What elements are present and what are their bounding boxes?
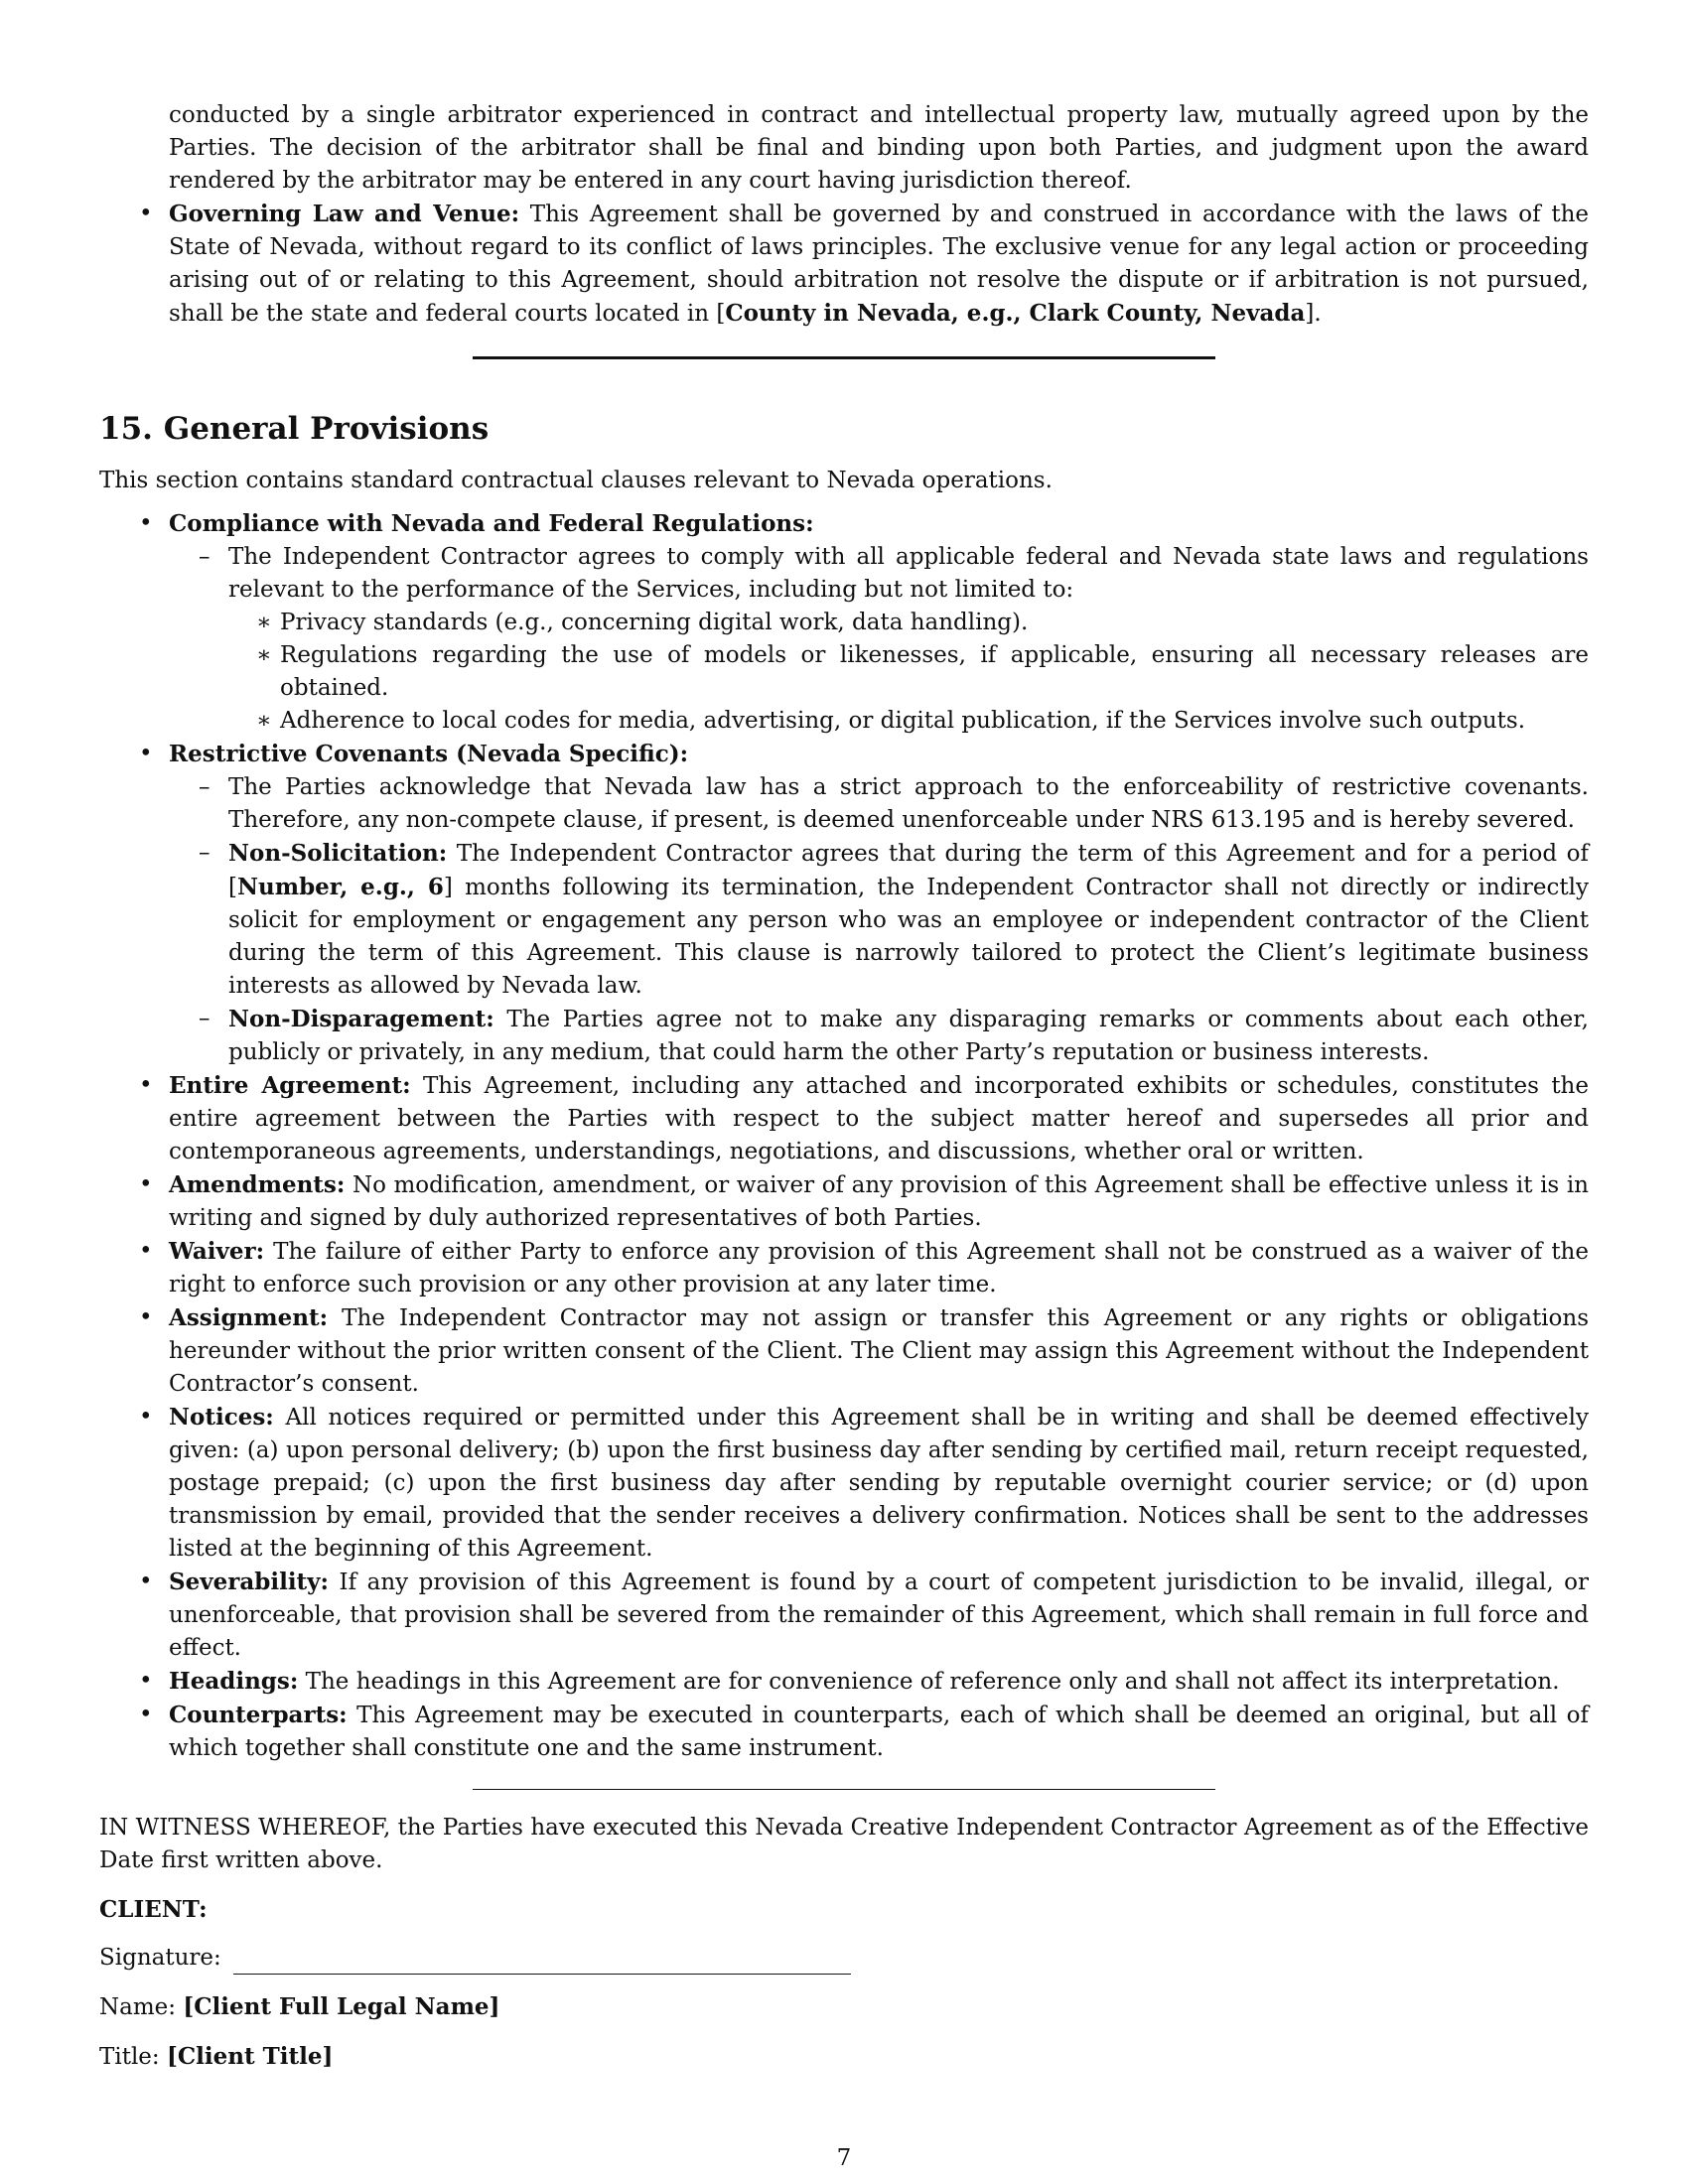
clause-counterparts: [99, 1699, 1589, 1765]
clause-text: No modification, amendment, or waiver of any provision of this Agreement shall be effective unless it is in writing and signed by duly authorized representatives of both Parties.: [169, 1172, 1589, 1231]
regulation-item: ∗ Adherence to local codes for media, advertising, or digital publication, if the Services involve such outputs.: [228, 705, 1589, 738]
clause-headings: [99, 1665, 1589, 1699]
clause-title: Waiver:: [169, 1238, 265, 1265]
restrictive-intro: – The Parties acknowledge that Nevada law has a strict approach to the enforceability of restrictive covenants. Therefore, any non-compete clause, if present, is deemed unenforceable under NRS 613.195 and is hereby severed.: [169, 771, 1589, 837]
signature-divider: [473, 1789, 1215, 1790]
client-title-placeholder: [Client Title]: [166, 2043, 334, 2070]
clause-text: The Independent Contractor may not assign or transfer this Agreement or any rights or obligations hereunder without the prior written consent of the Client. The Client may assign this Agreement without the Independent Contractor’s consent.: [169, 1305, 1589, 1397]
clause-amendments: [99, 1168, 1589, 1235]
governing-law-end: ].: [1305, 301, 1322, 327]
clause-text: If any provision of this Agreement is found by a court of competent jurisdiction to be invalid, illegal, or unenforceable, that provision shall be severed from the remainder of this Agreement, which shall remain in full force and effect.: [169, 1570, 1589, 1661]
arbitration-continuation: conducted by a single arbitrator experienced in contract and intellectual property law, mutually agreed upon by the Parties. The decision of the arbitrator shall be final and binding upon both Parties, and judgment upon the award rendered by the arbitrator may be entered in any court having jurisdiction thereof.: [169, 102, 1589, 194]
clause-title: Entire Agreement:: [169, 1072, 411, 1099]
witness-statement: IN WITNESS WHEREOF, the Parties have executed this Nevada Creative Independent Contractor Agreement as of the Effective Date first written above.: [99, 1815, 1589, 1873]
title-row: [99, 2040, 1589, 2074]
client-label: CLIENT:: [99, 1896, 208, 1923]
governing-law-text: This Agreement shall be governed by and construed in accordance with the laws of the State of Nevada, without regard to its conflict of laws principles. The exclusive venue for any legal action or proceeding arising out of or relating to this Agreement, should arbitration not resolve the dispute or if arbitration is not pursued, shall be the state and federal courts located in [: [169, 202, 1589, 327]
compliance-title: Compliance with Nevada and Federal Regulations:: [169, 510, 814, 537]
section-heading: 15. General Provisions: [99, 411, 490, 447]
page-number: 7: [836, 2145, 852, 2171]
clause-text: This Agreement may be executed in counterparts, each of which shall be deemed an original, but all of which together shall constitute one and the same instrument.: [169, 1703, 1589, 1761]
document-page: [99, 99, 1589, 2074]
clause-title: Amendments:: [169, 1171, 346, 1198]
clause-text: The failure of either Party to enforce any provision of this Agreement shall not be construed as a waiver of the right to enforce such provision or any other provision at any later time.: [169, 1239, 1589, 1297]
clause-waiver: [99, 1235, 1589, 1301]
client-name-placeholder: [Client Full Legal Name]: [183, 1993, 500, 2020]
months-placeholder: Number, e.g., 6: [236, 874, 444, 900]
compliance-regulations: [228, 607, 1589, 738]
title-label: Title:: [99, 2044, 160, 2070]
compliance-text: The Independent Contractor agrees to comply with all applicable federal and Nevada state laws and regulations relevant to the performance of the Services, including but not limited to:: [228, 544, 1589, 603]
clause-title: Counterparts:: [169, 1702, 348, 1728]
section-divider: [473, 356, 1215, 359]
clause-entire-agreement: [99, 1069, 1589, 1168]
clause-text: All notices required or permitted under this Agreement shall be in writing and shall be deemed effectively given: (a) upon personal delivery; (b) upon the first business day after sending by certified mail, return receipt requested, postage prepaid; (c) upon the first business day after sending by reputable overnight courier service; or (d) upon transmission by email, provided that the sender receives a delivery confirmation. Notices shall be sent to the addresses listed at the beginning of this Agreement.: [169, 1405, 1589, 1562]
clause-notices: [99, 1401, 1589, 1566]
non-disparagement-title: Non-Disparagement:: [228, 1006, 494, 1032]
governing-law-item: [99, 198, 1589, 331]
name-row: [99, 1990, 1589, 2024]
clause-title: Assignment:: [169, 1304, 329, 1331]
non-disparagement-text: The Parties agree not to make any disparaging remarks or comments about each other, publicly or privately, in any medium, that could harm the other Party’s reputation or business interests.: [228, 1007, 1589, 1065]
signature-label: Signature:: [99, 1945, 221, 1971]
restrictive-item: [99, 738, 1589, 1069]
governing-list: [99, 198, 1589, 331]
non-disparagement-item: [169, 1003, 1589, 1069]
restrictive-sublist: [169, 771, 1589, 1069]
clause-assignment: [99, 1301, 1589, 1401]
restrictive-title: Restrictive Covenants (Nevada Specific):: [169, 741, 689, 767]
clause-text: The headings in this Agreement are for convenience of reference only and shall not affect its interpretation.: [298, 1669, 1560, 1695]
compliance-sublist: [169, 541, 1589, 738]
non-solicitation-item: [169, 837, 1589, 1003]
regulation-item: ∗ Regulations regarding the use of models or likenesses, if applicable, ensuring all necessary releases are obtained.: [228, 639, 1589, 705]
regulation-item: ∗ Privacy standards (e.g., concerning digital work, data handling).: [228, 607, 1589, 639]
provisions-list: [99, 507, 1589, 1765]
non-solicitation-text-a: The Independent Contractor agrees that during the term of this Agreement and for a period of [: [228, 841, 1589, 900]
signature-line[interactable]: [233, 1948, 851, 1975]
venue-placeholder: County in Nevada, e.g., Clark County, Nevada: [725, 300, 1306, 327]
clause-title: Notices:: [169, 1404, 274, 1431]
clause-title: Severability:: [169, 1569, 330, 1595]
compliance-text-item: [169, 541, 1589, 738]
compliance-item: [99, 507, 1589, 738]
clause-title: Headings:: [169, 1668, 299, 1695]
signature-row: [99, 1942, 1589, 1975]
section-intro: This section contains standard contractual clauses relevant to Nevada operations.: [99, 468, 1053, 493]
clause-severability: [99, 1566, 1589, 1665]
governing-law-title: Governing Law and Venue:: [169, 201, 520, 227]
clause-text: This Agreement, including any attached and incorporated exhibits or schedules, constitutes the entire agreement between the Parties with respect to the subject matter hereof and supersedes all prior and contemporaneous agreements, understandings, negotiations, and discussions, whether oral or written.: [169, 1073, 1589, 1164]
non-solicitation-text-b: ] months following its termination, the Independent Contractor shall not directly or indirectly solicit for employment or engagement any person who was an employee or independent contractor of the Client during the term of this Agreement. This clause is narrowly tailored to protect the Client’s legitimate business interests as allowed by Nevada law.: [228, 875, 1589, 999]
non-solicitation-title: Non-Solicitation:: [228, 840, 448, 867]
name-label: Name:: [99, 1994, 177, 2020]
